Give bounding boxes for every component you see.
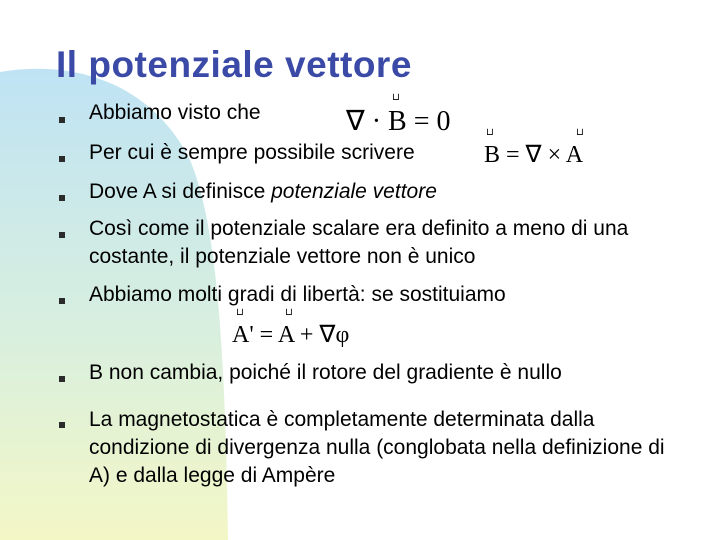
bullet-marker — [59, 422, 65, 428]
vector-mark: ⊔ — [392, 92, 400, 103]
bullet-text-3 — [89, 178, 437, 206]
bullet-text-5: Abbiamo molti gradi di libertà: se sostituiamo — [89, 283, 506, 306]
vector-mark: ⊔ — [576, 127, 584, 138]
equation-gauge-transform: A' = A + ∇φ — [232, 322, 350, 348]
bullet-marker — [59, 376, 65, 382]
bullet-text-6: B non cambia, poiché il rotore del gradiente è nullo — [89, 361, 562, 384]
bullet-marker — [59, 195, 65, 201]
bullet-text-2: Per cui è sempre possibile scrivere — [89, 141, 415, 164]
vector-mark: ⊔ — [486, 127, 494, 138]
bullet-marker — [59, 117, 65, 123]
vector-mark: ⊔ — [285, 307, 293, 318]
equation-divergence-b: ∇ · B = 0 — [346, 106, 451, 137]
equation-b-curl-a: B = ∇ × A — [484, 142, 584, 168]
bullet-text-1: Abbiamo visto che — [89, 101, 261, 124]
bullet-text-7: La magnetostatica è completamente determinata dalla condizione di divergenza nulla (conglobata nella definizione di A) e dalla legge di Ampère — [89, 408, 665, 487]
slide-title: Il potenziale vettore — [56, 44, 412, 85]
bullet-text-3-prefix: Dove A si definisce — [89, 180, 272, 203]
bullet-text-3-emphasis: potenziale vettore — [271, 180, 437, 203]
bullet-marker — [59, 156, 65, 162]
bullet-marker — [59, 298, 65, 304]
bullet-marker — [59, 232, 65, 238]
vector-mark: ⊔ — [236, 307, 244, 318]
bullet-text-4: Così come il potenziale scalare era definito a meno di una costante, il potenziale vettore non è unico — [89, 217, 629, 268]
